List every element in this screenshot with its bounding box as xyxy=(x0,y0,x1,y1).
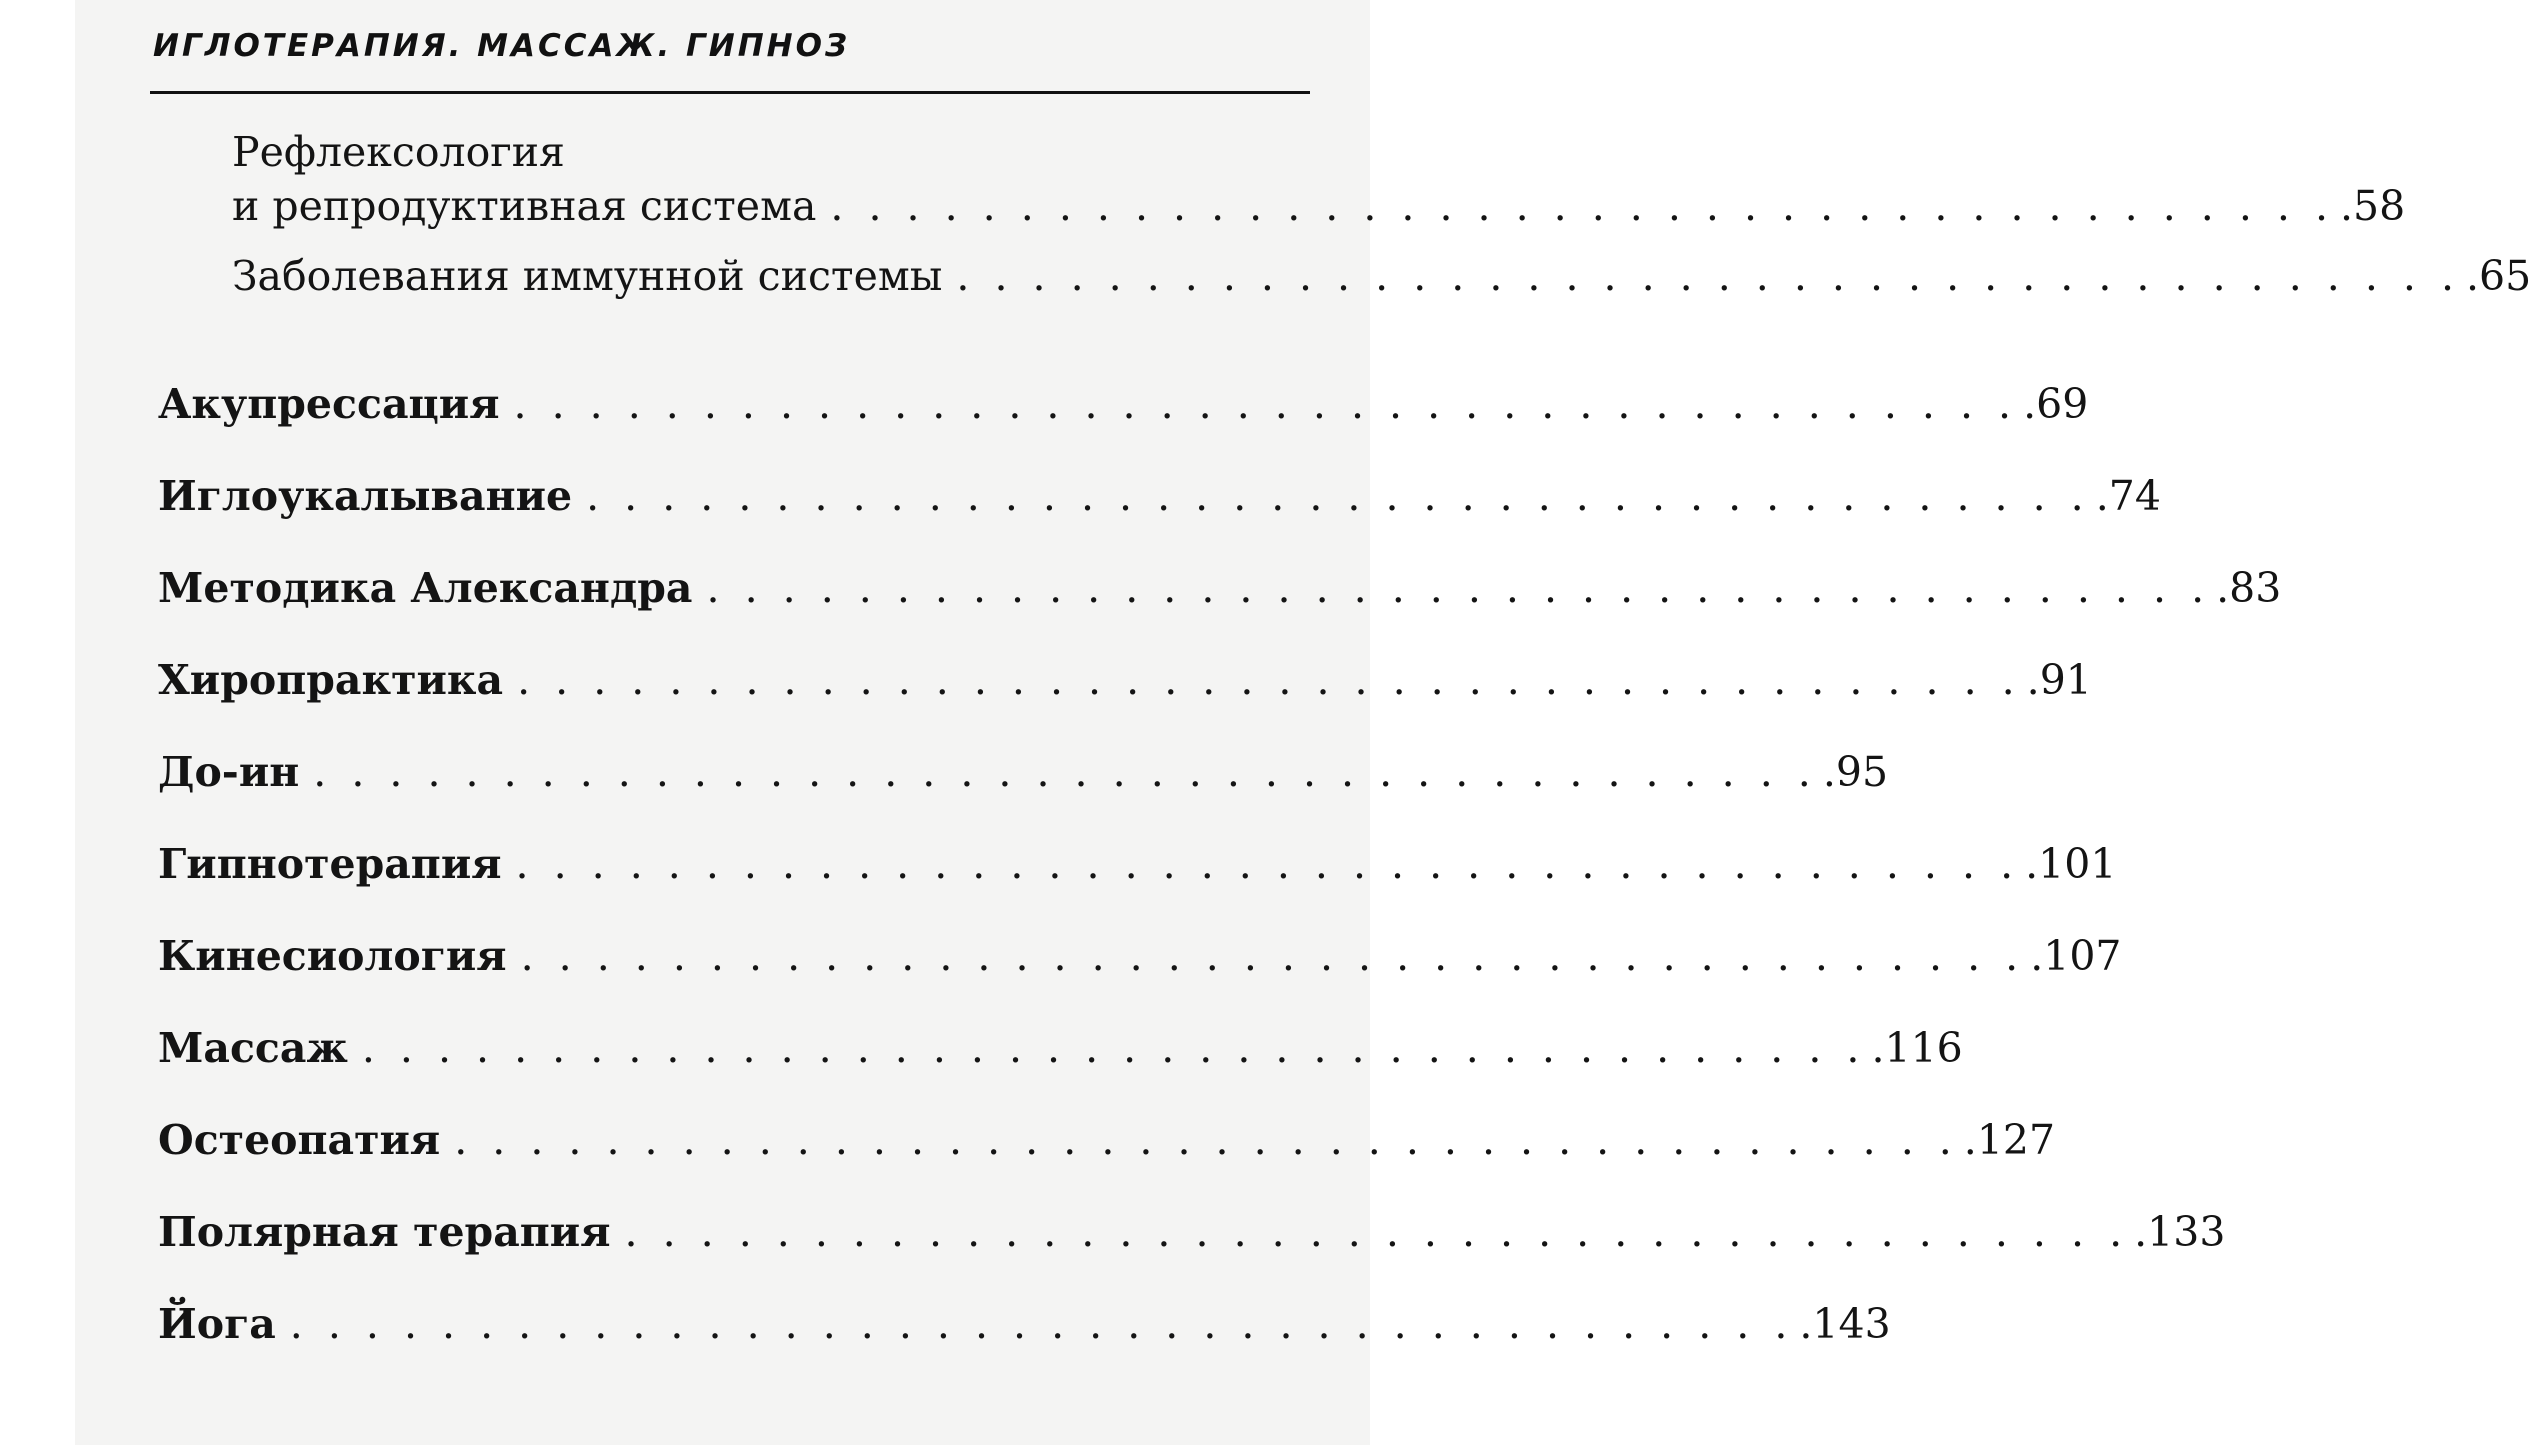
dot-leader: . . . . . . . . . . . . . . . . . . . . . . . . . . . . . . . . . . . . . . . . xyxy=(361,1024,1866,1072)
toc-page-number: .83 xyxy=(2216,564,2282,612)
dot-leader: . . . . . . . . . . . . . . . . . . . . . . . . . . . . . . . . . . . . . . . . xyxy=(706,564,2211,612)
toc-main-entry xyxy=(158,564,2282,612)
toc-page-number: .95 xyxy=(1822,748,1889,796)
toc-page-number: .143 xyxy=(1799,1300,1891,1348)
toc-main-entry xyxy=(158,1208,2226,1256)
toc-entry-title: Гипнотерапия xyxy=(158,840,502,888)
toc-page-number: .107 xyxy=(2030,932,2122,980)
dot-leader: . . . . . . . . . . . . . . . . . . . . . . . . . . . . . . . . . . . . . . . . xyxy=(956,252,2460,300)
toc-entry-title: До-ин xyxy=(158,748,300,796)
toc-page-number: .133 xyxy=(2134,1208,2226,1256)
toc-sub-entry-title-line1: Рефлексология xyxy=(232,128,565,176)
toc-entry-title: Хиропрактика xyxy=(158,656,504,704)
toc-main-entry xyxy=(158,1116,2056,1164)
toc-page-number: .65 xyxy=(2466,252,2531,300)
dot-leader: . . . . . . . . . . . . . . . . . . . . . . . . . . . . . . . . . . . . . . . . xyxy=(454,1116,1958,1164)
dot-leader: . . . . . . . . . . . . . . . . . . . . . . . . . . . . . . . . . . . . . . . . xyxy=(520,932,2025,980)
toc-page-number: .91 xyxy=(2026,656,2092,704)
dot-leader: . . . . . . . . . . . . . . . . . . . . . . . . . . . . . . . . . . . . . . . . xyxy=(624,1208,2129,1256)
toc-entry-title: Йога xyxy=(158,1300,276,1348)
toc-entry-title: Массаж xyxy=(158,1024,348,1072)
toc-main-entry xyxy=(158,1300,1891,1348)
running-header: ИГЛОТЕРАПИЯ. МАССАЖ. ГИПНОЗ xyxy=(153,28,850,64)
toc-main-entry xyxy=(158,932,2122,980)
toc-sub-entry xyxy=(232,252,2531,300)
toc-main-entry xyxy=(158,380,2089,428)
dot-leader: . . . . . . . . . . . . . . . . . . . . . . . . . . . . . . . . . . . . . . . . xyxy=(513,380,2018,428)
toc-main-entry xyxy=(158,656,2092,704)
toc-page-number: .116 xyxy=(1871,1024,1963,1072)
toc-entry-title: Остеопатия xyxy=(158,1116,441,1164)
toc-entry-title: Полярная терапия xyxy=(158,1208,611,1256)
toc-page-number: .69 xyxy=(2023,380,2089,428)
toc-entry-title: Кинесиология xyxy=(158,932,507,980)
toc-main-entry xyxy=(158,840,2117,888)
toc-entry-title: Заболевания иммунной системы xyxy=(232,252,943,300)
toc-sub-entry xyxy=(232,182,2406,230)
toc-page-number: .74 xyxy=(2095,472,2161,520)
dot-leader: . . . . . . . . . . . . . . . . . . . . . . . . . . . . . . . . . . . . . . . . xyxy=(289,1300,1794,1348)
toc-page-number: .58 xyxy=(2340,182,2406,230)
toc-page-number: .127 xyxy=(1963,1116,2056,1164)
toc-entry-title: и репродуктивная система xyxy=(232,182,817,230)
toc-main-entry xyxy=(158,748,1889,796)
dot-leader: . . . . . . . . . . . . . . . . . . . . . . . . . . . . . . . . . . . . . . . . xyxy=(515,840,2020,888)
book-page xyxy=(75,0,2531,1445)
header-rule xyxy=(150,91,1310,94)
toc-main-entry xyxy=(158,472,2161,520)
toc-entry-title: Иглоукалывание xyxy=(158,472,573,520)
dot-leader: . . . . . . . . . . . . . . . . . . . . . . . . . . . . . . . . . . . . . . . . xyxy=(830,182,2335,230)
dot-leader: . . . . . . . . . . . . . . . . . . . . . . . . . . . . . . . . . . . . . . . . xyxy=(586,472,2090,520)
dot-leader: . . . . . . . . . . . . . . . . . . . . . . . . . . . . . . . . . . . . . . . . xyxy=(313,748,1817,796)
toc-entry-title: Акупрессация xyxy=(158,380,500,428)
dot-leader: . . . . . . . . . . . . . . . . . . . . . . . . . . . . . . . . . . . . . . . . xyxy=(517,656,2021,704)
toc-main-entry xyxy=(158,1024,1963,1072)
toc-entry-title: Методика Александра xyxy=(158,564,693,612)
toc-page-number: .101 xyxy=(2025,840,2117,888)
